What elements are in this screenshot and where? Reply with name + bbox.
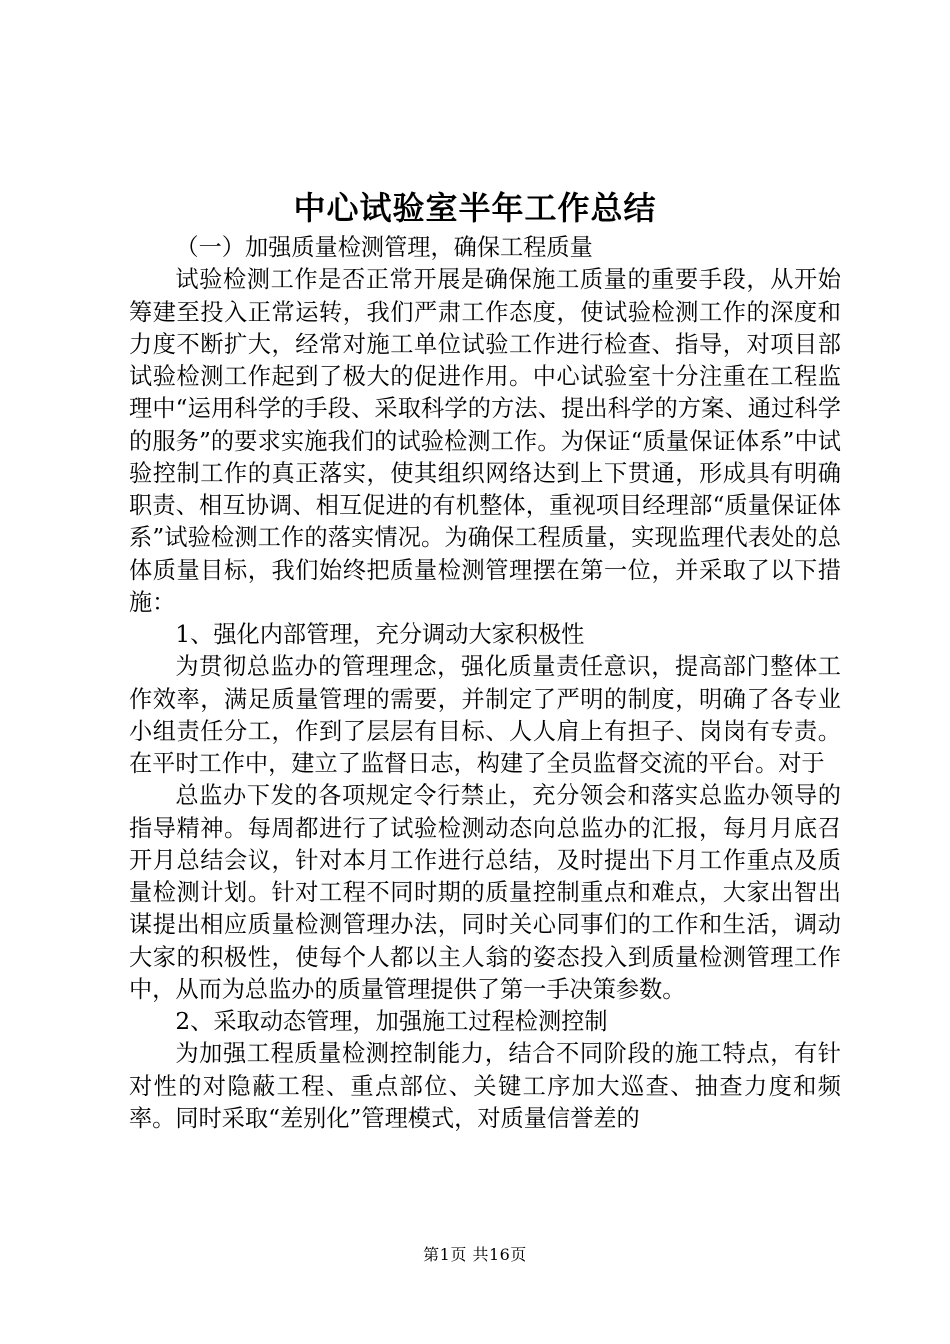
document-title: 中心试验室半年工作总结 <box>293 189 657 227</box>
body-paragraph-2: 为贯彻总监办的管理理念，强化质量责任意识，提高部门整体工作效率，满足质量管理的需要，并制定了严明的制度，明确了各专业小组责任分工，作到了层层有目标、人人肩上有担子、岗岗有专责。在平时工作中，建立了监督日志，构建了全员监督交流的平台。对于 <box>129 653 841 777</box>
subsection-heading-1: 1、强化内部管理，充分调动大家积极性 <box>175 621 585 648</box>
body-paragraph-1: 试验检测工作是否正常开展是确保施工质量的重要手段，从开始筹建至投入正常运转，我们严肃工作态度，使试验检测工作的深度和力度不断扩大，经常对施工单位试验工作进行检查、指导，对项目部试验检测工作起到了极大的促进作用。中心试验室十分注重在工程监理中“运用科学的手段、采取科学的方法、提出科学的方案、通过科学的服务”的要求实施我们的试验检测工作。为保证“质量保证体系”中试验控制工作的真正落实，使其组织网络达到上下贯通，形成具有明确职责、相互协调、相互促进的有机整体，重视项目经理部“质量保证体系”试验检测工作的落实情况。为确保工程质量，实现监理代表处的总体质量目标，我们始终把质量检测管理摆在第一位，并采取了以下措施： <box>129 266 841 616</box>
section-heading-1: （一）加强质量检测管理，确保工程质量 <box>175 234 593 261</box>
subsection-heading-2: 2、采取动态管理，加强施工过程检测控制 <box>175 1008 608 1035</box>
document-body <box>129 232 841 1135</box>
body-paragraph-4: 为加强工程质量检测控制能力，结合不同阶段的施工特点，有针对性的对隐蔽工程、重点部位、关键工序加大巡查、抽查力度和频率。同时采取“差别化”管理模式，对质量信誉差的 <box>129 1040 841 1132</box>
body-paragraph-3: 总监办下发的各项规定令行禁止，充分领会和落实总监办领导的指导精神。每周都进行了试验检测动态向总监办的汇报，每月月底召开月总结会议，针对本月工作进行总结，及时提出下月工作重点及质量检测计划。针对工程不同时期的质量控制重点和难点，大家出智出谋提出相应质量检测管理办法，同时关心同事们的工作和生活，调动大家的积极性，使每个人都以主人翁的姿态投入到质量检测管理工作中，从而为总监办的质量管理提供了第一手决策参数。 <box>129 782 841 1003</box>
page-footer: 第1页 共16页 <box>423 1245 527 1264</box>
